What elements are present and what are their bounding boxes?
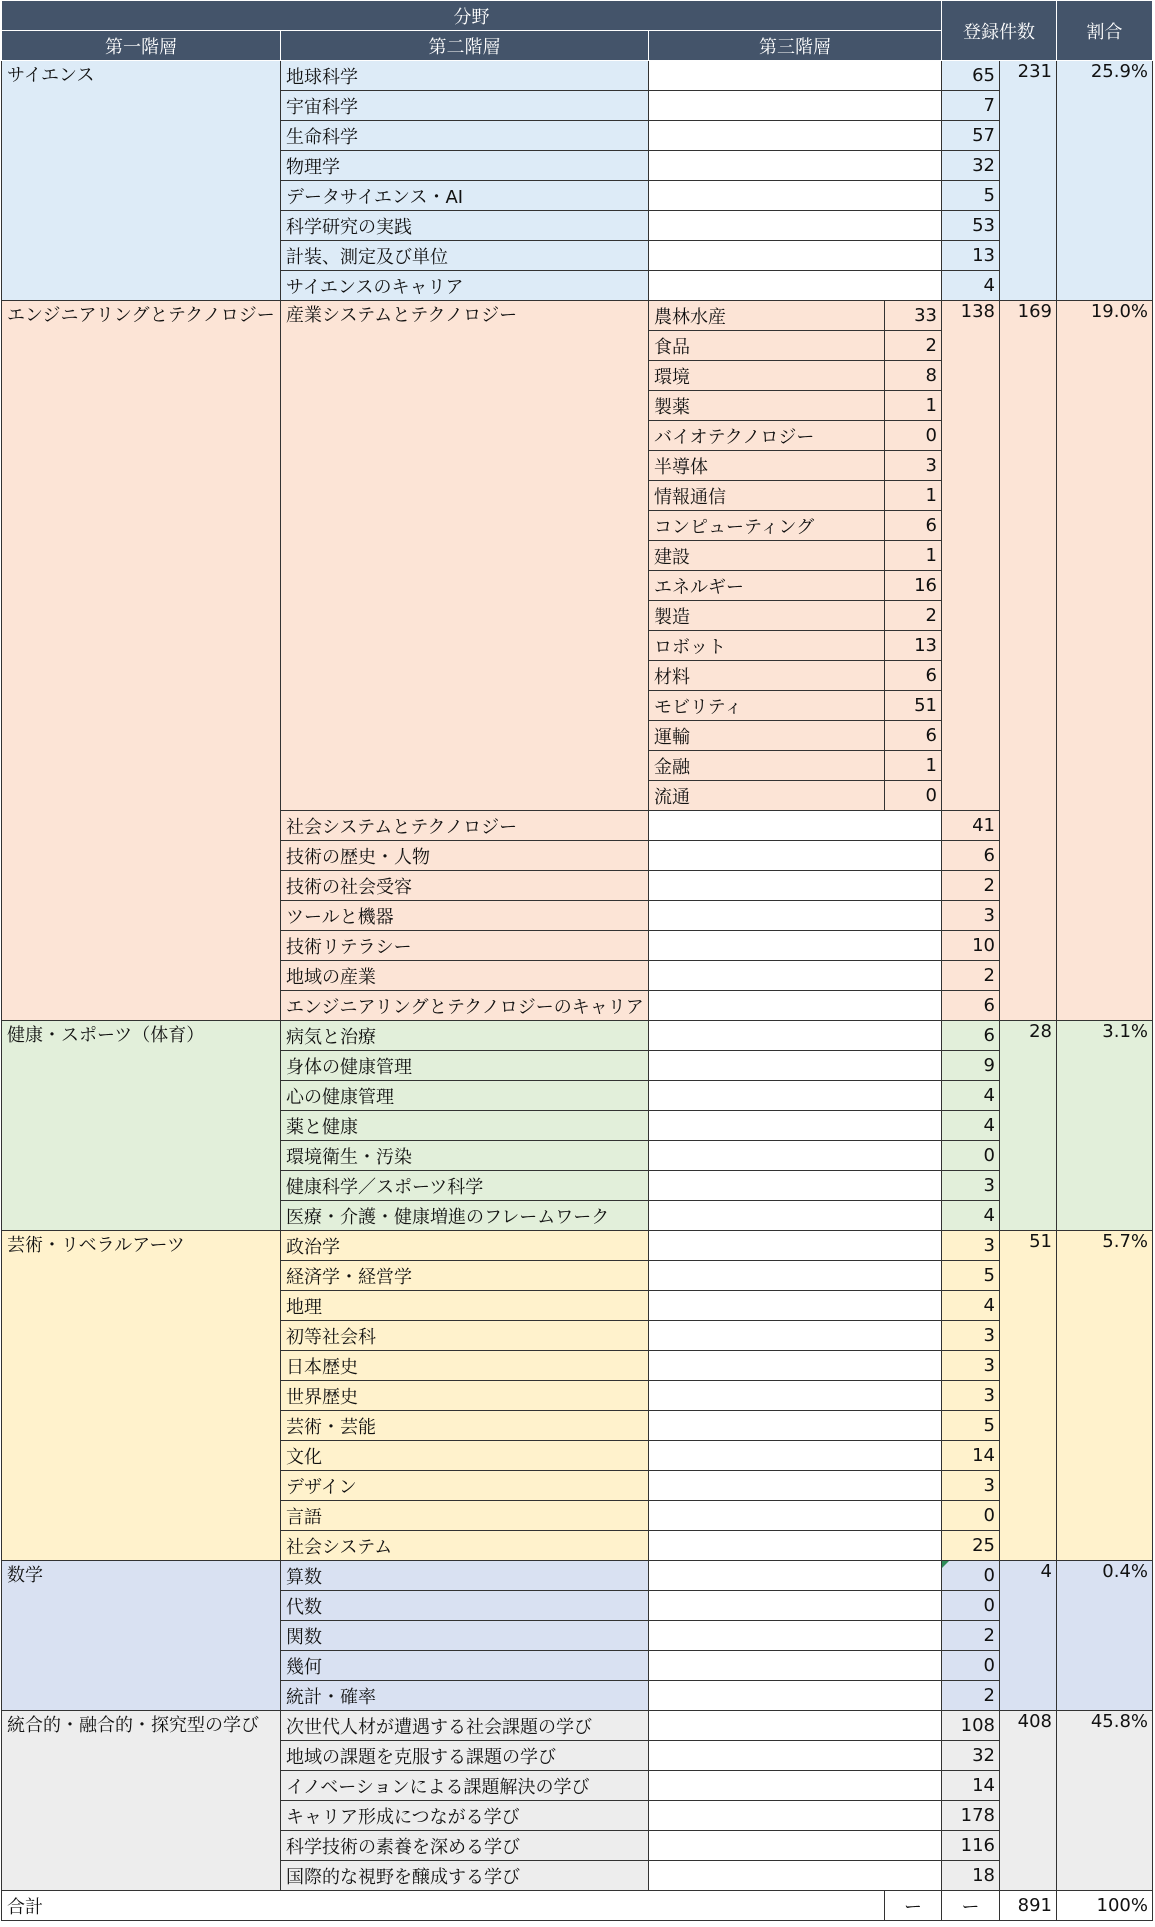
- level3-cell: [649, 151, 942, 181]
- level3-cell: [649, 1651, 942, 1681]
- level3-cell: バイオテクノロジー: [649, 421, 885, 451]
- count-cell: 7: [942, 91, 1000, 121]
- level3-cell: [649, 1411, 942, 1441]
- level3-cell: 半導体: [649, 451, 885, 481]
- section-total-cell: 51: [1000, 1231, 1057, 1561]
- count-cell: 10: [942, 931, 1000, 961]
- level3-count-cell: 0: [885, 421, 942, 451]
- total-label: 合計: [2, 1891, 885, 1921]
- level1-cell: 健康・スポーツ（体育）: [2, 1021, 281, 1231]
- level3-cell: 建設: [649, 541, 885, 571]
- level3-count-cell: 0: [885, 781, 942, 811]
- count-cell: 6: [942, 991, 1000, 1021]
- section-total-cell: 231: [1000, 61, 1057, 301]
- level2-cell: 技術リテラシー: [281, 931, 649, 961]
- level2-cell: 次世代人材が遭遇する社会課題の学び: [281, 1711, 649, 1741]
- level3-cell: 製造: [649, 601, 885, 631]
- level3-count-cell: 6: [885, 721, 942, 751]
- level2-cell: エンジニアリングとテクノロジーのキャリア: [281, 991, 649, 1021]
- level3-cell: [649, 1471, 942, 1501]
- level2-cell: 政治学: [281, 1231, 649, 1261]
- count-cell: 3: [942, 1321, 1000, 1351]
- level2-cell: イノベーションによる課題解決の学び: [281, 1771, 649, 1801]
- section-ratio-cell: 5.7%: [1057, 1231, 1153, 1561]
- level3-cell: [649, 121, 942, 151]
- level2-cell: 国際的な視野を醸成する学び: [281, 1861, 649, 1891]
- level3-cell: [649, 1801, 942, 1831]
- level3-cell: [649, 931, 942, 961]
- count-cell: 116: [942, 1831, 1000, 1861]
- count-cell: 32: [942, 151, 1000, 181]
- count-cell: 4: [942, 1201, 1000, 1231]
- count-cell: 6: [942, 841, 1000, 871]
- count-cell: 14: [942, 1771, 1000, 1801]
- level2-cell: 医療・介護・健康増進のフレームワーク: [281, 1201, 649, 1231]
- level3-cell: [649, 1591, 942, 1621]
- level2-cell: 初等社会科: [281, 1321, 649, 1351]
- level2-cell: 計装、測定及び単位: [281, 241, 649, 271]
- level3-cell: [649, 1681, 942, 1711]
- count-cell: 4: [942, 1111, 1000, 1141]
- section-ratio-cell: 45.8%: [1057, 1711, 1153, 1891]
- level3-cell: 食品: [649, 331, 885, 361]
- section-ratio-cell: 3.1%: [1057, 1021, 1153, 1231]
- level3-cell: ロボット: [649, 631, 885, 661]
- level3-cell: [649, 1111, 942, 1141]
- level2-header: 第二階層: [281, 31, 649, 61]
- level3-cell: [649, 1381, 942, 1411]
- level3-cell: [649, 1351, 942, 1381]
- table-row: [2, 61, 1153, 91]
- level3-cell: [649, 1831, 942, 1861]
- level2-cell: 技術の社会受容: [281, 871, 649, 901]
- level3-cell: [649, 1171, 942, 1201]
- ratio-header: 割合: [1057, 1, 1153, 61]
- count-cell: 108: [942, 1711, 1000, 1741]
- level2-cell: 心の健康管理: [281, 1081, 649, 1111]
- level3-cell: [649, 1771, 942, 1801]
- level3-count-cell: 1: [885, 391, 942, 421]
- level2-cell: 地球科学: [281, 61, 649, 91]
- level3-cell: 金融: [649, 751, 885, 781]
- total-dash-count: ー: [942, 1891, 1000, 1921]
- count-cell: 14: [942, 1441, 1000, 1471]
- count-cell: 25: [942, 1531, 1000, 1561]
- level1-cell: 統合的・融合的・探究型の学び: [2, 1711, 281, 1891]
- registration-table: [1, 0, 1153, 1921]
- total-count: 891: [1000, 1891, 1057, 1921]
- count-cell: 6: [942, 1021, 1000, 1051]
- count-cell: 4: [942, 271, 1000, 301]
- level3-cell: 運輸: [649, 721, 885, 751]
- level2-cell: 物理学: [281, 151, 649, 181]
- count-cell: 0: [942, 1141, 1000, 1171]
- level2-cell: 産業システムとテクノロジー: [281, 301, 649, 811]
- count-cell: 0: [942, 1591, 1000, 1621]
- level3-cell: [649, 1321, 942, 1351]
- level2-cell: キャリア形成につながる学び: [281, 1801, 649, 1831]
- level2-cell: 宇宙科学: [281, 91, 649, 121]
- count-cell: 138: [942, 301, 1000, 811]
- level3-count-cell: 8: [885, 361, 942, 391]
- table-body: [2, 61, 1153, 1921]
- level3-cell: [649, 271, 942, 301]
- level3-cell: [649, 1441, 942, 1471]
- level2-cell: 算数: [281, 1561, 649, 1591]
- level3-cell: モビリティ: [649, 691, 885, 721]
- level3-count-cell: 2: [885, 331, 942, 361]
- level2-cell: 代数: [281, 1591, 649, 1621]
- table-row: [2, 1711, 1153, 1741]
- count-cell: 2: [942, 1621, 1000, 1651]
- count-cell: 3: [942, 1171, 1000, 1201]
- level3-cell: 農林水産: [649, 301, 885, 331]
- level3-cell: コンピューティング: [649, 511, 885, 541]
- section-total-cell: 4: [1000, 1561, 1057, 1711]
- level3-cell: [649, 961, 942, 991]
- level2-cell: 健康科学／スポーツ科学: [281, 1171, 649, 1201]
- level3-count-cell: 13: [885, 631, 942, 661]
- level2-cell: 身体の健康管理: [281, 1051, 649, 1081]
- count-cell: 5: [942, 181, 1000, 211]
- field-header: 分野: [2, 1, 942, 31]
- level3-cell: [649, 1021, 942, 1051]
- level1-cell: エンジニアリングとテクノロジー: [2, 301, 281, 1021]
- count-cell: 0: [942, 1501, 1000, 1531]
- level3-cell: [649, 1561, 942, 1591]
- level2-cell: 関数: [281, 1621, 649, 1651]
- table-row: [2, 1021, 1153, 1051]
- level3-cell: [649, 811, 942, 841]
- level2-cell: 社会システムとテクノロジー: [281, 811, 649, 841]
- level3-cell: [649, 1741, 942, 1771]
- level2-cell: ツールと機器: [281, 901, 649, 931]
- count-cell: 9: [942, 1051, 1000, 1081]
- level3-cell: [649, 241, 942, 271]
- level3-cell: [649, 1051, 942, 1081]
- level2-cell: 生命科学: [281, 121, 649, 151]
- level3-cell: [649, 901, 942, 931]
- level2-cell: デザイン: [281, 1471, 649, 1501]
- level3-count-cell: 3: [885, 451, 942, 481]
- level1-cell: サイエンス: [2, 61, 281, 301]
- count-cell: 5: [942, 1261, 1000, 1291]
- level3-cell: 製薬: [649, 391, 885, 421]
- level2-cell: 幾何: [281, 1651, 649, 1681]
- level3-cell: [649, 1711, 942, 1741]
- level3-cell: [649, 841, 942, 871]
- level2-cell: 病気と治療: [281, 1021, 649, 1051]
- level3-cell: [649, 1201, 942, 1231]
- table-row: [2, 1561, 1153, 1591]
- level2-cell: 統計・確率: [281, 1681, 649, 1711]
- count-cell: 178: [942, 1801, 1000, 1831]
- level3-cell: 流通: [649, 781, 885, 811]
- level2-cell: 言語: [281, 1501, 649, 1531]
- count-cell: 18: [942, 1861, 1000, 1891]
- level3-count-cell: 1: [885, 541, 942, 571]
- count-cell: 2: [942, 871, 1000, 901]
- level3-cell: エネルギー: [649, 571, 885, 601]
- section-total-cell: 169: [1000, 301, 1057, 1021]
- level2-cell: 地域の課題を克服する課題の学び: [281, 1741, 649, 1771]
- count-cell: 4: [942, 1081, 1000, 1111]
- level2-cell: 社会システム: [281, 1531, 649, 1561]
- count-cell: 65: [942, 61, 1000, 91]
- level2-cell: 薬と健康: [281, 1111, 649, 1141]
- level3-cell: [649, 1141, 942, 1171]
- level3-cell: [649, 61, 942, 91]
- count-cell: 3: [942, 901, 1000, 931]
- level2-cell: 日本歴史: [281, 1351, 649, 1381]
- level1-cell: 数学: [2, 1561, 281, 1711]
- level2-cell: 科学研究の実践: [281, 211, 649, 241]
- count-cell: 3: [942, 1351, 1000, 1381]
- count-cell: 0: [942, 1651, 1000, 1681]
- level2-cell: 科学技術の素養を深める学び: [281, 1831, 649, 1861]
- level2-cell: 世界歴史: [281, 1381, 649, 1411]
- level3-count-cell: 16: [885, 571, 942, 601]
- level3-count-cell: 2: [885, 601, 942, 631]
- level3-cell: [649, 1231, 942, 1261]
- total-row: [2, 1891, 1153, 1921]
- level3-cell: [649, 1861, 942, 1891]
- level2-cell: データサイエンス・AI: [281, 181, 649, 211]
- count-cell: 13: [942, 241, 1000, 271]
- level3-count-cell: 6: [885, 661, 942, 691]
- count-cell: 32: [942, 1741, 1000, 1771]
- count-cell: 3: [942, 1231, 1000, 1261]
- level3-cell: 環境: [649, 361, 885, 391]
- count-cell: 2: [942, 1681, 1000, 1711]
- level3-count-cell: 6: [885, 511, 942, 541]
- count-cell: 4: [942, 1291, 1000, 1321]
- level2-cell: 技術の歴史・人物: [281, 841, 649, 871]
- level3-count-cell: 1: [885, 481, 942, 511]
- level3-cell: [649, 181, 942, 211]
- section-total-cell: 28: [1000, 1021, 1057, 1231]
- level2-cell: 文化: [281, 1441, 649, 1471]
- table-row: [2, 1231, 1153, 1261]
- level3-cell: 材料: [649, 661, 885, 691]
- section-ratio-cell: 25.9%: [1057, 61, 1153, 301]
- level3-cell: [649, 1261, 942, 1291]
- table-row: [2, 301, 1153, 331]
- count-cell: 2: [942, 961, 1000, 991]
- level2-cell: 地理: [281, 1291, 649, 1321]
- level2-cell: サイエンスのキャリア: [281, 271, 649, 301]
- level3-cell: [649, 1081, 942, 1111]
- level2-cell: 地域の産業: [281, 961, 649, 991]
- count-cell: 57: [942, 121, 1000, 151]
- level3-header: 第三階層: [649, 31, 942, 61]
- count-cell: 53: [942, 211, 1000, 241]
- level3-count-cell: 1: [885, 751, 942, 781]
- section-ratio-cell: 19.0%: [1057, 301, 1153, 1021]
- level3-cell: [649, 1291, 942, 1321]
- level3-cell: [649, 91, 942, 121]
- count-cell: 41: [942, 811, 1000, 841]
- level2-cell: 環境衛生・汚染: [281, 1141, 649, 1171]
- level2-cell: 経済学・経営学: [281, 1261, 649, 1291]
- count-cell: 3: [942, 1381, 1000, 1411]
- level3-cell: [649, 991, 942, 1021]
- total-dash-level3: ー: [885, 1891, 942, 1921]
- level2-cell: 芸術・芸能: [281, 1411, 649, 1441]
- level3-count-cell: 33: [885, 301, 942, 331]
- section-total-cell: 408: [1000, 1711, 1057, 1891]
- level3-cell: [649, 871, 942, 901]
- level3-cell: [649, 1621, 942, 1651]
- count-cell: 3: [942, 1471, 1000, 1501]
- level3-count-cell: 51: [885, 691, 942, 721]
- level3-cell: 情報通信: [649, 481, 885, 511]
- level3-cell: [649, 1531, 942, 1561]
- count-cell: 0: [942, 1561, 1000, 1591]
- level3-cell: [649, 211, 942, 241]
- level3-cell: [649, 1501, 942, 1531]
- count-cell: 5: [942, 1411, 1000, 1441]
- count-header: 登録件数: [942, 1, 1057, 61]
- section-ratio-cell: 0.4%: [1057, 1561, 1153, 1711]
- level1-header: 第一階層: [2, 31, 281, 61]
- level1-cell: 芸術・リベラルアーツ: [2, 1231, 281, 1561]
- total-ratio: 100%: [1057, 1891, 1153, 1921]
